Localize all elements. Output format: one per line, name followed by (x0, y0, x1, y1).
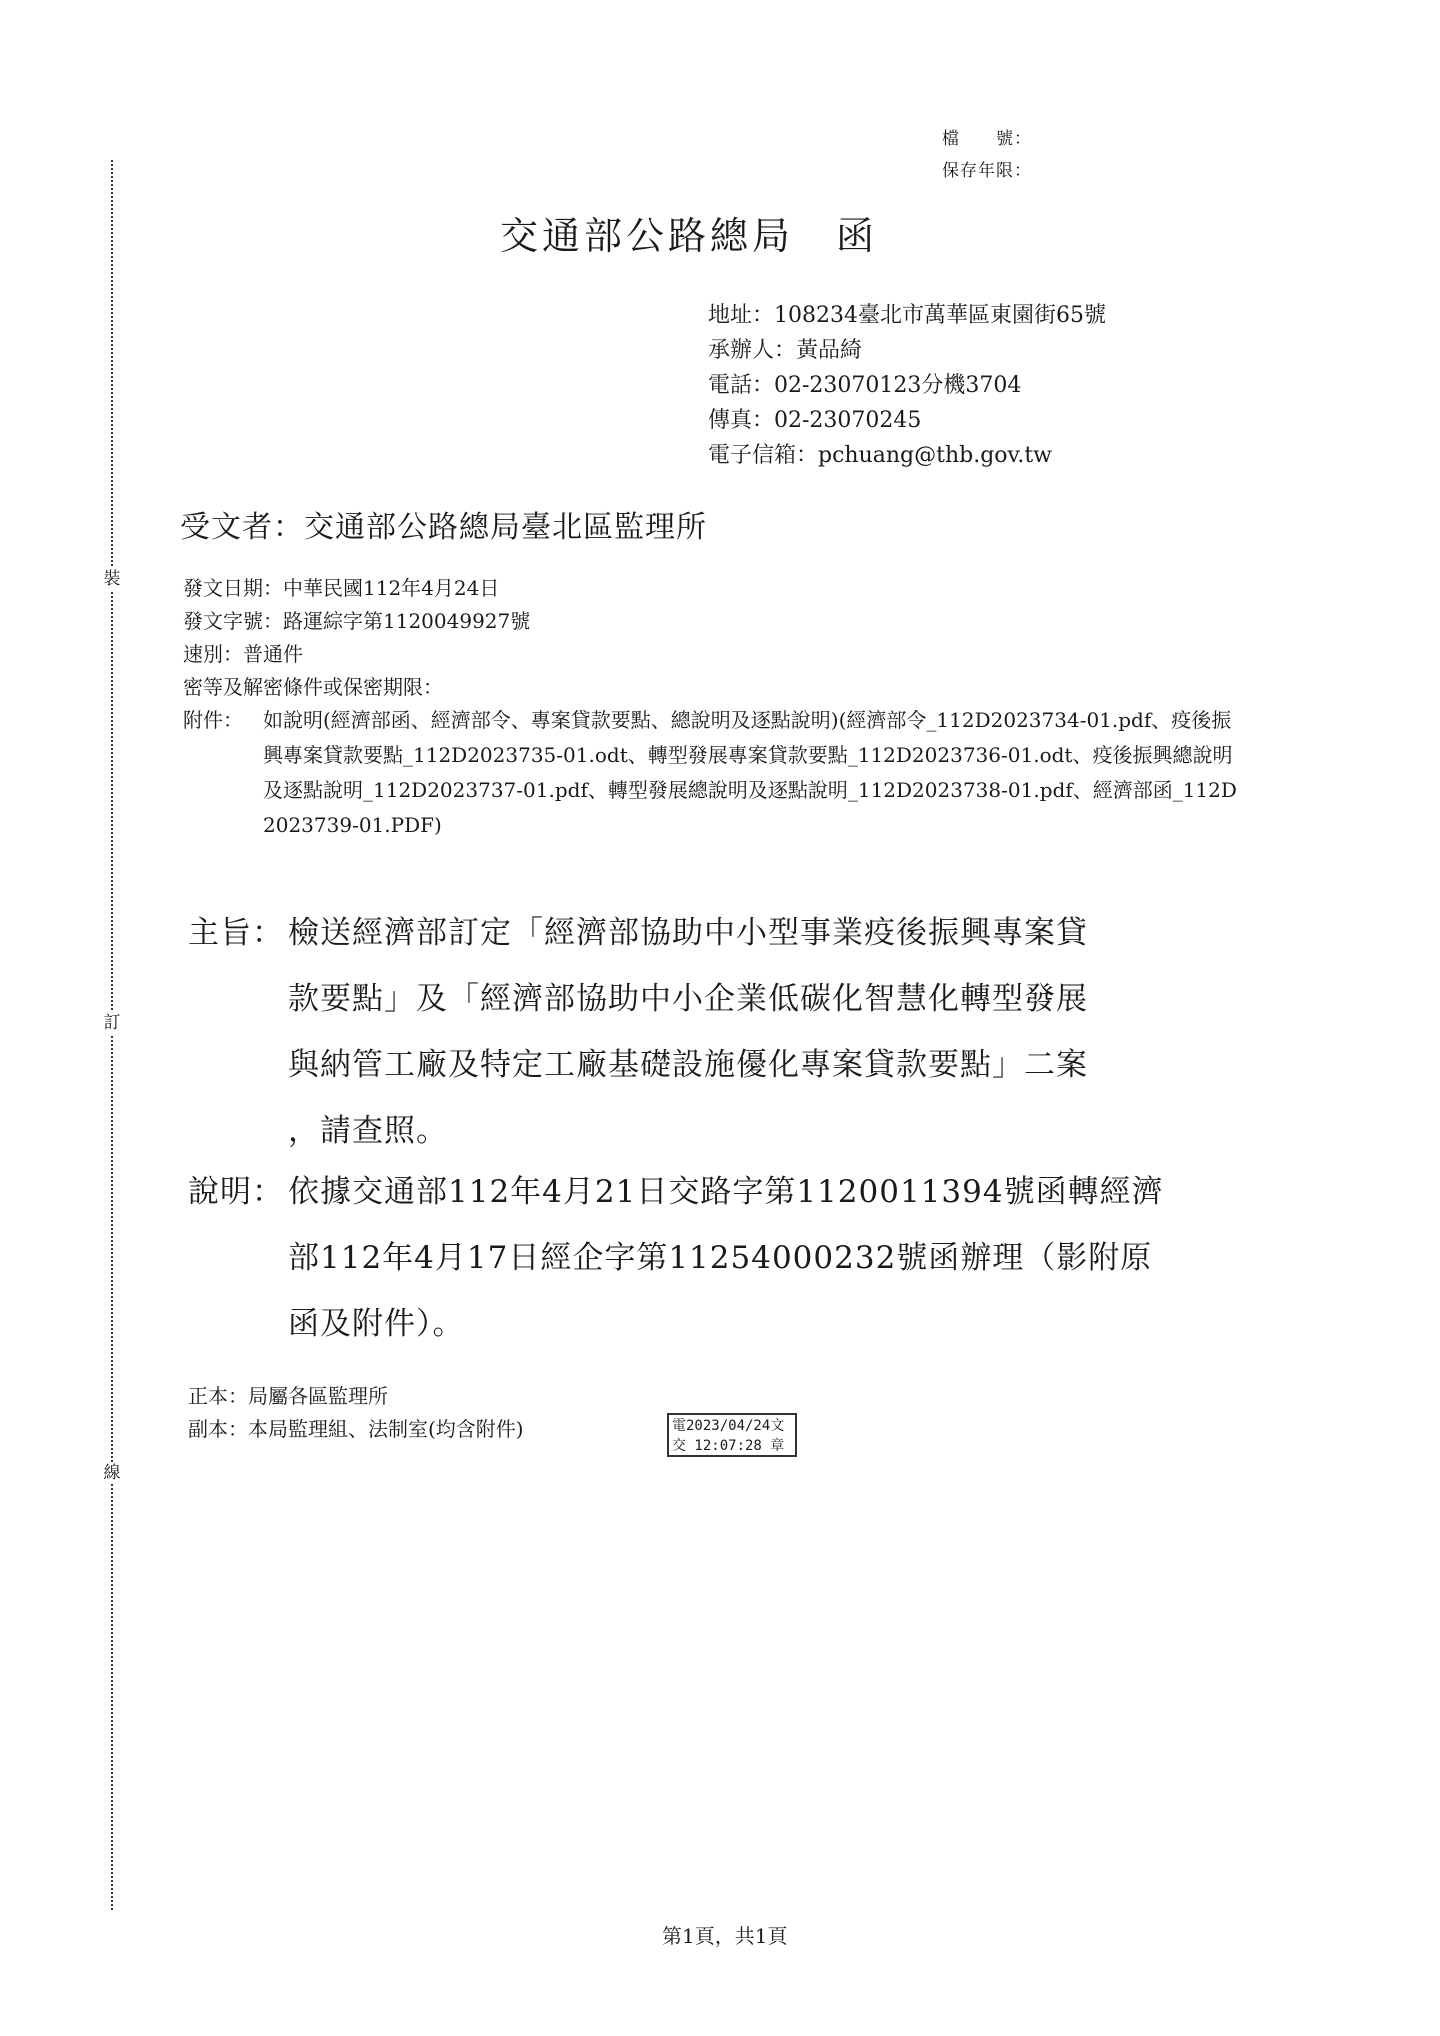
attachments-text: 如說明(經濟部函、經濟部令、專案貸款要點、總說明及逐點說明)(經濟部令_112D2023734-01.pdf、疫後振興專案貸款要點_112D2023735-01.odt、轉型發展專案貸款要點_112D2023736-01.odt、疫後振興總說明及逐點說明_112D2023737-01.pdf、轉型發展總說明及逐點說明_112D2023738-01.pdf、經濟部函_112D2023739-01.PDF) (263, 708, 1237, 837)
contact-fax: 傳真：02-23070245 (708, 408, 922, 433)
explanation-section (188, 1159, 1258, 1357)
contact-handler: 承辦人：黃品綺 (708, 338, 863, 363)
binding-mark-zhuang: 裝 (101, 568, 123, 590)
contact-phone: 電話：02-23070123分機3704 (708, 373, 1022, 398)
file-number-label: 檔 號： (942, 129, 1032, 149)
explanation-line: 依據交通部112年4月21日交路字第1120011394號函轉經濟 (288, 1174, 1164, 1210)
stamp-line: 電2023/04/24文 (672, 1418, 785, 1434)
explanation-line: 函及附件）。 (288, 1306, 465, 1342)
explanation-line: 部112年4月17日經企字第11254000232號函辦理（影附原 (288, 1240, 1153, 1276)
recipient: 受文者：交通部公路總局臺北區監理所 (180, 510, 707, 545)
attachments (183, 703, 1263, 843)
binding-mark-ding: 訂 (101, 1012, 123, 1034)
retention-period-label: 保存年限： (942, 161, 1032, 181)
contact-address: 地址：108234臺北市萬華區東園街65號 (708, 303, 1106, 328)
secrecy-level: 密等及解密條件或保密期限： (183, 675, 443, 699)
electronic-exchange-stamp (667, 1413, 797, 1457)
binding-dotted-line (111, 160, 113, 1910)
distribution (188, 1380, 524, 1446)
subject-line: 與納管工廠及特定工廠基礎設施優化專案貸款要點」二案 (288, 1047, 1088, 1083)
speed-class: 速別：普通件 (183, 642, 303, 666)
dispatch-number: 發文字號：路運綜字第1120049927號 (183, 609, 531, 633)
subject-line: 款要點」及「經濟部協助中小企業低碳化智慧化轉型發展 (288, 981, 1088, 1017)
dispatch-meta (183, 572, 530, 704)
original-recipients: 正本：局屬各區監理所 (188, 1384, 388, 1408)
explanation-label: 說明： (188, 1174, 284, 1210)
stamp-line: 交 12:07:28 章 (672, 1438, 785, 1454)
subject-section (188, 900, 1258, 1164)
attachments-label: 附件： (183, 708, 243, 732)
contact-email: 電子信箱：pchuang@thb.gov.tw (708, 443, 1053, 468)
subject-line: 檢送經濟部訂定「經濟部協助中小型事業疫後振興專案貸 (288, 915, 1088, 951)
dispatch-date: 發文日期：中華民國112年4月24日 (183, 576, 500, 600)
binding-mark-xian: 線 (101, 1462, 123, 1484)
subject-label: 主旨： (188, 915, 284, 951)
document-title: 交通部公路總局 函 (500, 214, 879, 258)
copy-recipients: 副本：本局監理組、法制室(均含附件) (188, 1417, 524, 1441)
contact-block (708, 298, 1106, 473)
page-footer: 第1頁，共1頁 (662, 1924, 788, 1948)
subject-line: ，請查照。 (288, 1113, 448, 1149)
